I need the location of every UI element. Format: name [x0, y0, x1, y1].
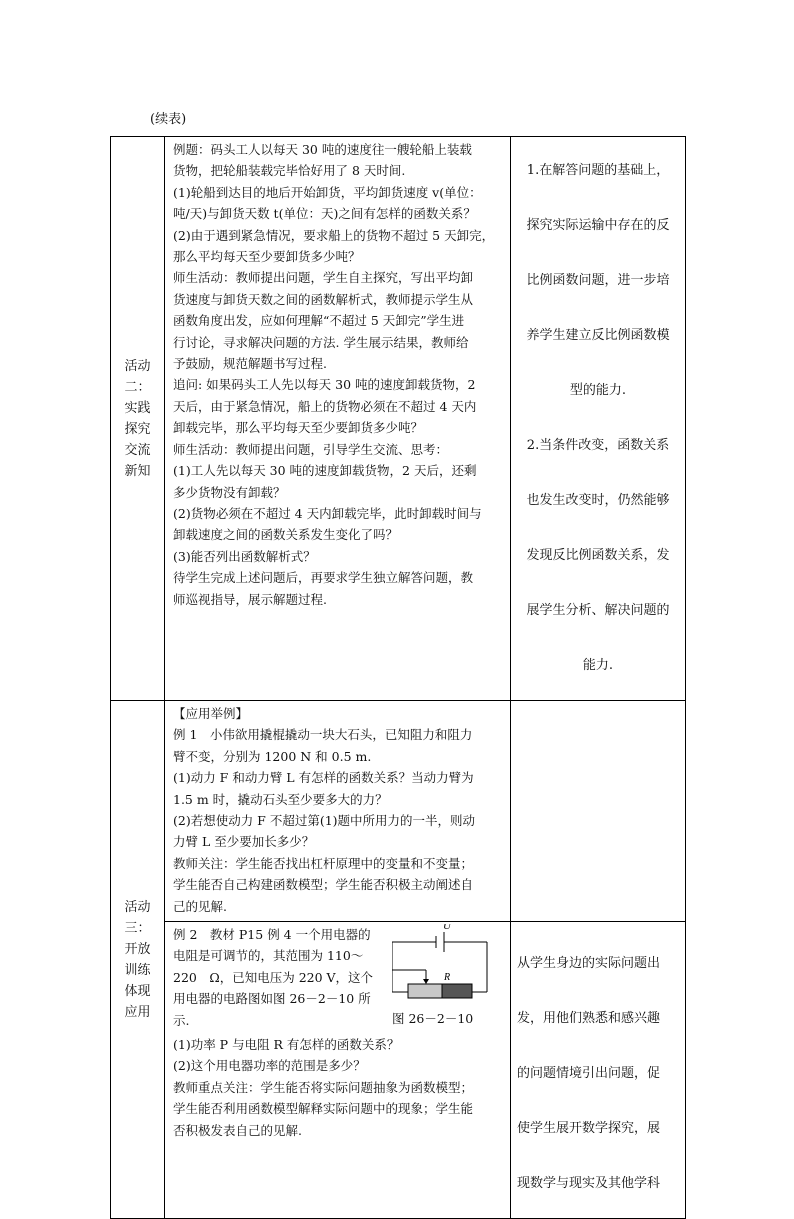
circuit-diagram [392, 924, 502, 1008]
text-line: (1)功率 P 与电阻 R 有怎样的函数关系？ [173, 1037, 400, 1053]
text-line: (3)能否列出函数解析式？ [173, 548, 316, 564]
text-line: 发，用他们熟悉和感兴趣 [517, 1011, 661, 1027]
table-row [111, 701, 686, 922]
text-line: 待学生完成上述问题后，再要求学生独立解答问题，教 [173, 570, 474, 586]
design-intent-2 [511, 137, 686, 701]
text-line: 学生能否自己构建函数模型；学生能否积极主动阐述自 [173, 877, 474, 893]
table-row [111, 922, 686, 1219]
text-line: 电阻是可调节的，其范围为 110～ [173, 948, 364, 964]
text-line: (1)工人先以每天 30 吨的速度卸载货物，2 天后，还剩 [173, 463, 477, 479]
text-line: 例 1 小伟欲用撬棍撬动一块大石头，已知阻力和阻力 [173, 727, 473, 743]
text-line: 货速度与卸货天数之间的函数解析式，教师提示学生从 [173, 291, 474, 307]
text-line: 师生活动：教师提出问题，引导学生交流、思考： [173, 441, 449, 457]
text-line: 教师重点关注：学生能否将实际问题抽象为函数模型； [173, 1079, 474, 1095]
text-line: 卸载完毕，那么平均每天至少要卸货多少吨？ [173, 420, 424, 436]
text-line: 予鼓励，规范解题书写过程. [173, 356, 327, 372]
text-line: 探究实际运输中存在的反 [526, 218, 670, 233]
text-line: 函数角度出发，应如何理解“不超过 5 天卸完”学生进 [173, 313, 465, 329]
text-line: 用电器的电路图如图 26－2－10 所 [173, 991, 371, 1007]
table-row [111, 137, 686, 701]
text-line: (2)由于遇到紧急情况，要求船上的货物不超过 5 天卸完， [173, 227, 495, 243]
text-line: 1.5 m 时，撬动石头至少要多大的力？ [173, 791, 388, 807]
text-line: 220 Ω，已知电压为 220 V，这个 [173, 969, 374, 985]
activity-label-2: 活动 二： 实践 探究 交流 新知 [111, 137, 165, 701]
text-line: 师生活动：教师提出问题，学生自主探究，写出平均卸 [173, 270, 474, 286]
text-line: 养学生建立反比例函数模 [526, 328, 670, 343]
continued-label: (续表) [150, 112, 187, 127]
text-line: (1)动力 F 和动力臂 L 有怎样的函数关系？当动力臂为 [173, 770, 474, 786]
text-line: 展学生分析、解决问题的 [526, 603, 670, 618]
text-line: 多少货物没有卸载？ [173, 484, 286, 500]
text-line: 卸载速度之间的函数关系发生变化了吗？ [173, 527, 399, 543]
text-line: 1.在解答问题的基础上， [526, 163, 670, 178]
text-line: 师巡视指导，展示解题过程. [173, 591, 327, 607]
text-line: 那么平均每天至少要卸货多少吨？ [173, 249, 361, 265]
activity-content-2 [165, 137, 511, 701]
text-line: 己的见解. [173, 898, 227, 914]
text-line: 现数学与现实及其他学科 [517, 1176, 661, 1192]
voltage-label: U [443, 924, 451, 933]
text-line: 型的能力. [569, 383, 627, 398]
activity-content-3b [165, 922, 511, 1219]
text-line: 例 2 教材 P15 例 4 一个用电器的 [173, 927, 371, 943]
figure-caption: 图 26－2－10 [392, 1011, 474, 1027]
text-line: 行讨论，寻求解决问题的方法. 学生展示结果，教师给 [173, 334, 469, 350]
text-line: (2)若想使动力 F 不超过第(1)题中所用力的一半，则动 [173, 813, 476, 829]
design-intent-3b [511, 922, 686, 1219]
lesson-plan-table [110, 136, 686, 1219]
text-line: 的问题情境引出问题，促 [517, 1066, 661, 1082]
text-line: 否积极发表自己的见解. [173, 1122, 302, 1138]
text-line: 示. [173, 1012, 190, 1028]
text-line: 学生能否利用函数模型解释实际问题中的现象；学生能 [173, 1101, 474, 1117]
resistor-label: R [444, 972, 451, 984]
text-line: 教师关注：学生能否找出杠杆原理中的变量和不变量； [173, 855, 474, 871]
text-line: 能力. [582, 658, 614, 673]
text-line: (2)这个用电器功率的范围是多少？ [173, 1058, 366, 1074]
text-line: 2.当条件改变，函数关系 [526, 438, 670, 453]
activity-content-3a [165, 701, 511, 922]
design-intent-3a [511, 701, 686, 922]
text-line: 【应用举例】 [173, 706, 249, 721]
text-line: (1)轮船到达目的地后开始卸货，平均卸货速度 v(单位： [173, 184, 482, 200]
text-line: 从学生身边的实际问题出 [517, 956, 661, 972]
text-line: 力臂 L 至少要加长多少？ [173, 834, 315, 850]
text-line: 使学生展开数学探究，展 [517, 1121, 661, 1137]
text-line: 追问: 如果码头工人先以每天 30 吨的速度卸载货物，2 [173, 377, 476, 393]
text-line: 比例函数问题，进一步培 [526, 273, 670, 288]
text-line: 发现反比例函数关系，发 [526, 548, 670, 563]
text-line: 臂不变，分别为 1200 N 和 0.5 m. [173, 748, 372, 764]
activity-label-3: 活动 三： 开放 训练 体现 应用 [111, 701, 165, 1219]
text-line: 例题：码头工人以每天 30 吨的速度往一艘轮船上装载 [173, 142, 472, 157]
text-line: 货物，把轮船装载完毕恰好用了 8 天时间. [173, 163, 406, 179]
text-line: 也发生改变时，仍然能够 [526, 493, 670, 508]
text-line: 吨/天)与卸货天数 t(单位：天)之间有怎样的函数关系？ [173, 206, 476, 222]
text-line: 天后，由于紧急情况，船上的货物必须在不超过 4 天内 [173, 398, 477, 414]
circuit-figure [392, 924, 502, 1034]
text-line: (2)货物必须在不超过 4 天内卸载完毕，此时卸载时间与 [173, 505, 482, 521]
